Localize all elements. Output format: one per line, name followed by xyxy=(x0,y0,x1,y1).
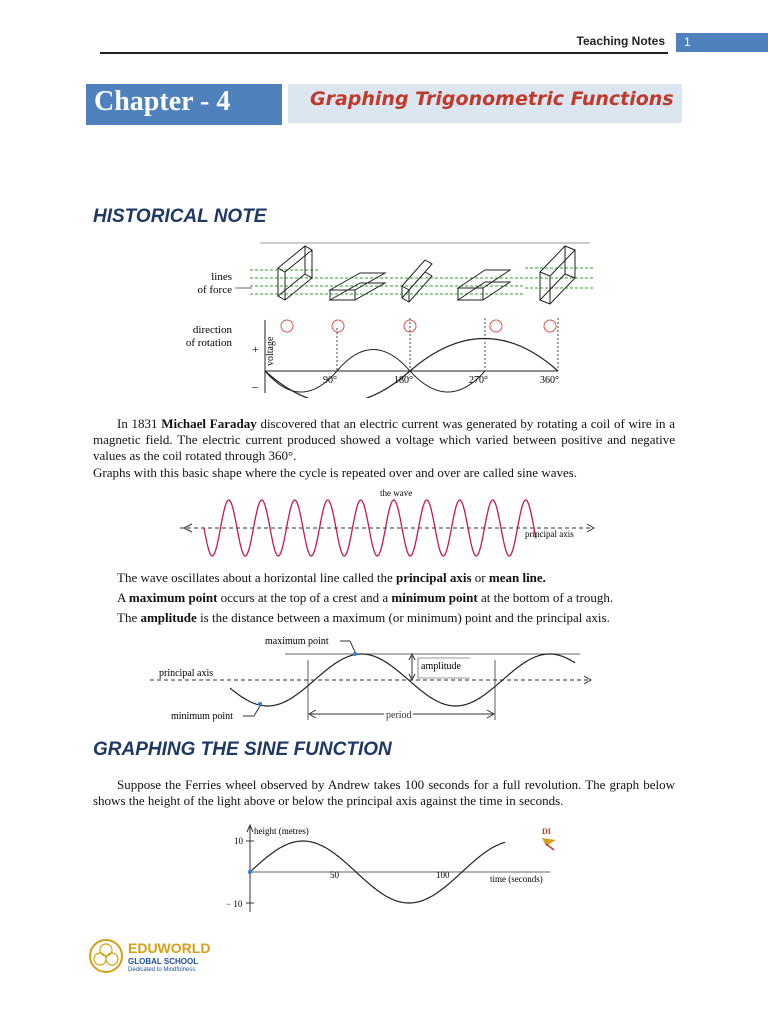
page-number: 1 xyxy=(684,35,691,49)
faraday-coil-figure xyxy=(180,238,600,398)
chapter-label: Chapter - 4 xyxy=(94,86,231,117)
amplitude-figure xyxy=(150,630,600,726)
coil-270 xyxy=(395,260,455,332)
angle-270: 270° xyxy=(469,375,488,386)
voltage-curve-high xyxy=(410,339,558,372)
time-axis-label: time (seconds) xyxy=(490,874,543,884)
logo-school-line: GLOBAL SCHOOL xyxy=(128,957,199,966)
voltage-curve-low xyxy=(265,371,410,398)
the-wave-label: the wave xyxy=(380,488,413,498)
chapter-title: Graphing Trigonometric Functions xyxy=(310,88,674,110)
coil-180 xyxy=(320,273,400,332)
plus-sign: + xyxy=(252,342,259,356)
direction-label-1: direction xyxy=(192,324,232,336)
angle-90: 90° xyxy=(323,375,337,386)
lines-of-force-label-2: of force xyxy=(197,284,232,296)
svg-text:DI: DI xyxy=(542,827,551,836)
angle-360: 360° xyxy=(540,375,559,386)
coil-360b xyxy=(525,246,595,332)
coil-90 xyxy=(250,246,320,332)
voltage-label: voltage xyxy=(265,336,276,366)
coil-360a xyxy=(450,270,525,332)
running-header-label: Teaching Notes xyxy=(576,34,665,48)
sine-wave-definition: Graphs with this basic shape where the cycle is repeated over and over are called sine waves. xyxy=(93,465,578,480)
x-tick-50: 50 xyxy=(330,870,339,880)
principal-axis-paragraph: The wave oscillates about a horizontal line called the principal axis or mean line. xyxy=(117,570,546,585)
minus-sign: – xyxy=(252,379,258,393)
logo-name: EDUWORLD xyxy=(128,940,211,956)
y-tick-10: 10 xyxy=(234,836,243,846)
height-axis-label: height (metres) xyxy=(254,826,309,836)
amplitude-paragraph: The amplitude is the distance between a maximum (or minimum) point and the principal axis. xyxy=(117,610,610,625)
amp-principal-axis-label: principal axis xyxy=(159,668,214,679)
graphing-sine-heading: GRAPHING THE SINE FUNCTION xyxy=(93,739,392,760)
period-label: period xyxy=(386,710,412,721)
the-wave-figure xyxy=(180,485,600,570)
historical-note-heading: HISTORICAL NOTE xyxy=(93,206,267,227)
y-tick-minus-10: − 10 xyxy=(226,899,243,909)
x-tick-100: 100 xyxy=(436,870,450,880)
direction-label-2: of rotation xyxy=(185,337,232,349)
faraday-name: Michael Faraday xyxy=(161,416,257,431)
minimum-point-label: minimum point xyxy=(171,711,233,722)
corner-fragment-icon xyxy=(542,827,556,850)
angle-180: 180° xyxy=(394,375,413,386)
ferris-wheel-paragraph: Suppose the Ferries wheel observed by Andrew takes 100 seconds for a full revolution. The graph below shows the height of the light above or below the principal axis against the time in seconds. xyxy=(93,777,675,808)
lines-of-force-label-1: lines xyxy=(211,271,232,283)
maximum-point-label: maximum point xyxy=(265,636,329,647)
amplitude-label: amplitude xyxy=(421,661,461,672)
faraday-paragraph: In 1831 Michael Faraday discovered that an electric current was generated by rotating a coil of wire in a magnetic field. The electric current produced showed a voltage which varied between positive and negative values as the coil rotated through 360°. xyxy=(93,416,675,463)
ferris-wheel-graph xyxy=(220,820,560,915)
logo-tagline: Dedicated to Mindfulness xyxy=(128,967,196,973)
wave-principal-axis-label: principal axis xyxy=(525,529,574,539)
eduworld-logo-icon xyxy=(88,938,124,974)
max-min-paragraph: A maximum point occurs at the top of a crest and a minimum point at the bottom of a trough. xyxy=(117,590,614,605)
header-rule xyxy=(100,52,668,54)
